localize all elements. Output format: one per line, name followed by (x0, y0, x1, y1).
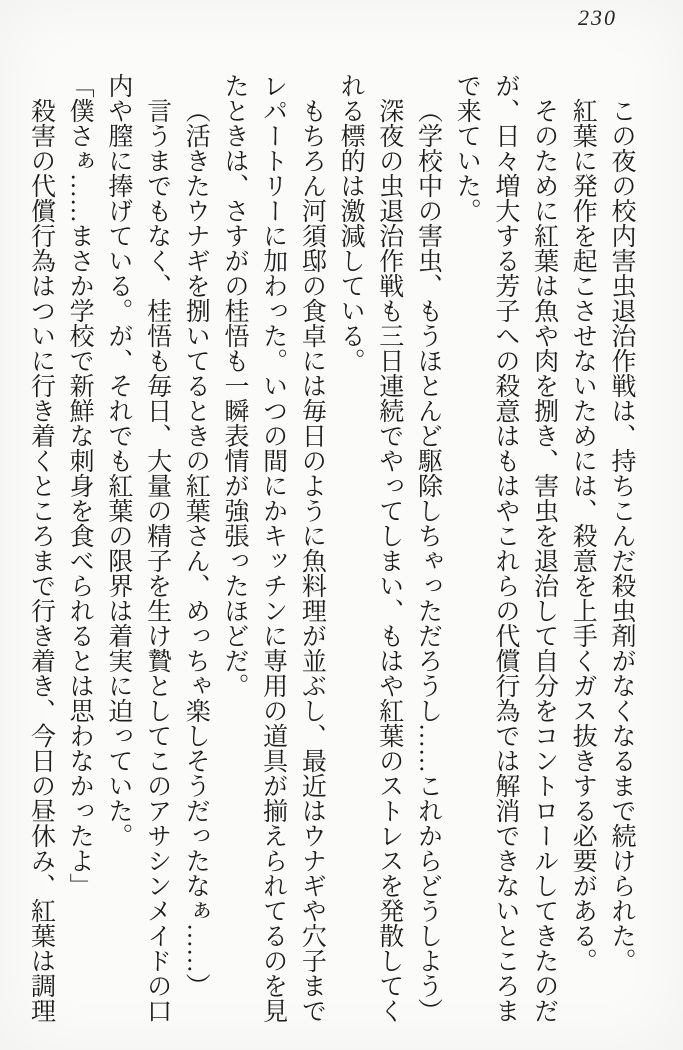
paragraph-4: （学校中の害虫、もうほとんど駆除しちゃっただろうし……これからどうしよう） (414, 98, 442, 1023)
paragraph-3: そのために紅葉は魚や肉を捌き、害虫を退治して自分をコントロールしてきたのだが、日々増大する芳子への殺意はもはやこれらの代償行為では解消できないところまで来ていた。 (453, 73, 558, 1023)
paragraph-2: 紅葉に発作を起こさせないためには、殺意を上手くガス抜きする必要がある。 (569, 98, 597, 973)
vertical-text-block (21, 73, 640, 1038)
paragraph-8: 言うまでもなく、桂悟も毎日、大量の精子を生け贄としてこのアサシンメイドの口内や膣に捧げている。が、それでも紅葉の限界は着実に迫っていた。 (104, 73, 171, 1023)
paragraph-1: この夜の校内害虫退治作戦は、持ちこんだ殺虫剤がなくなるまで続けられた。 (608, 98, 635, 973)
paragraph-5: 深夜の虫退治作戦も三日連続でやってしまい、もはや紅葉のストレスを発散してくれる標的は激減している。 (337, 73, 403, 1023)
page-number: 230 (578, 5, 617, 30)
paragraph-9-dialogue: 「僕さぁ……まさか学校で新鮮な刺身を食べられるとは思わなかったよ」 (66, 73, 94, 898)
paragraph-10: 殺害の代償行為はついに行き着くところまで行き着き、今日の昼休み、紅葉は調理 (27, 98, 55, 1023)
paragraph-7: （活きたウナギを捌いてるときの紅葉さん、めっちゃ楽しそうだったなぁ……） (182, 98, 210, 998)
paragraph-6: もちろん河須邸の食卓には毎日のように魚料理が並ぶし、最近はウナギや穴子までレパートリーに加わった。いつの間にかキッチンに専用の道具が揃えられてるのを見たときは、さすがの桂悟も一瞬表情が強張ったほどだ。 (220, 73, 326, 1023)
